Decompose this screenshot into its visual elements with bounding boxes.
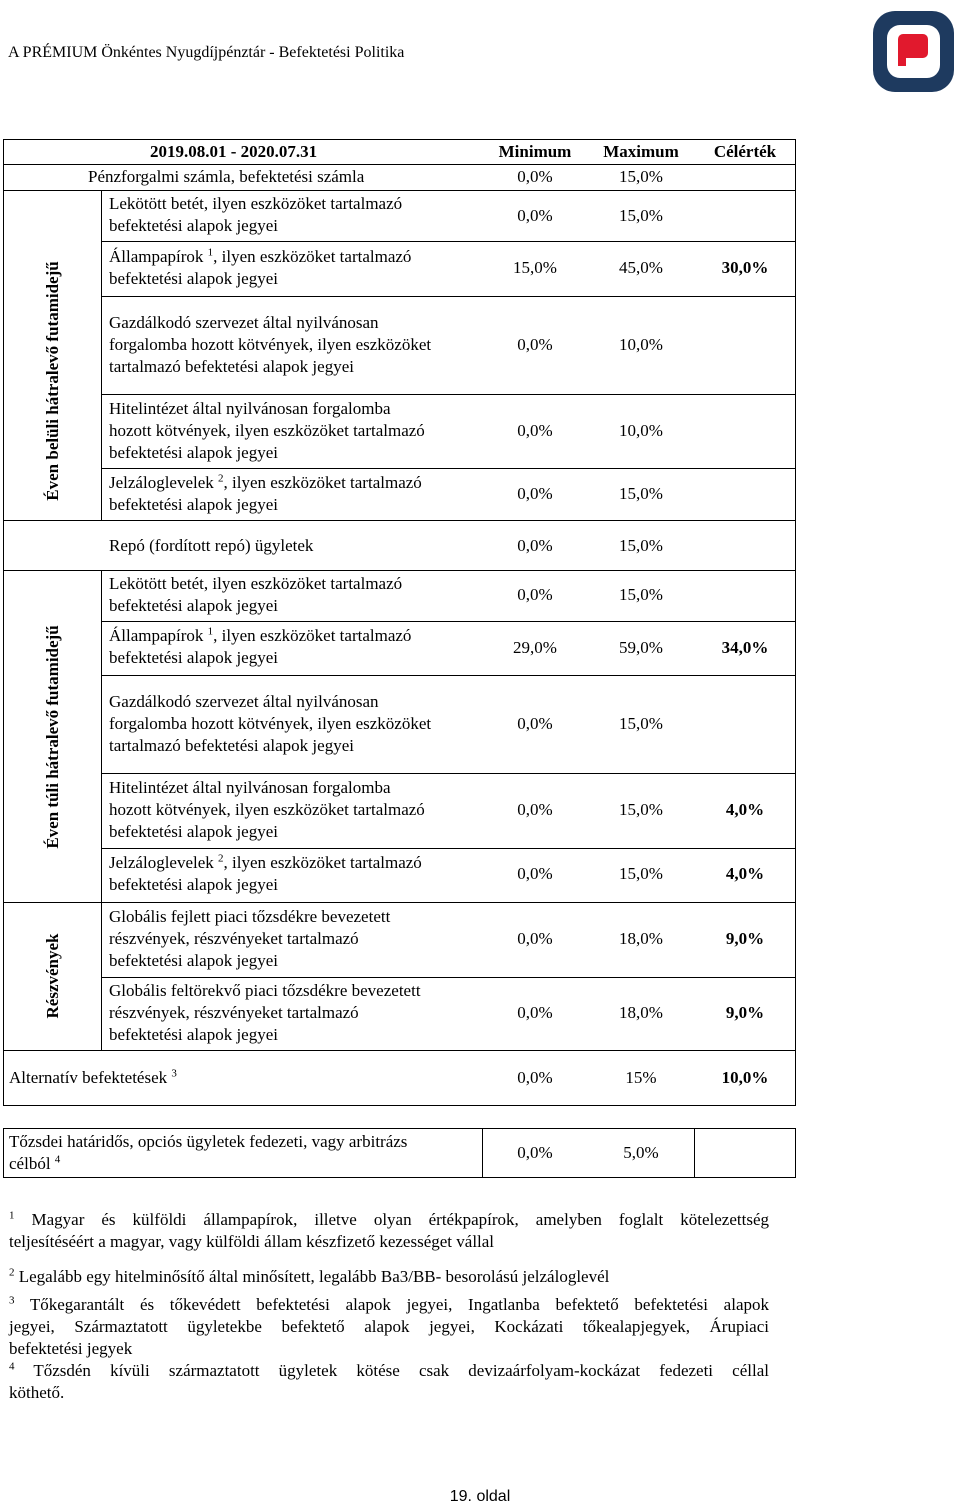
- row-max: 15,0%: [619, 714, 663, 733]
- deriv-max: 5,0%: [623, 1143, 659, 1162]
- row-label-line2: befektetési alapok jegyei: [109, 875, 278, 894]
- row-label-line1: Állampapírok $^1$, ilyen eszközöket tartalmazó: [109, 246, 412, 266]
- group-label-equity: Részvények: [43, 933, 62, 1019]
- table-head-period: 2019.08.01 - 2020.07.31: [150, 142, 318, 161]
- row-max: 15,0%: [619, 800, 663, 819]
- row-min: 0,0%: [517, 800, 553, 819]
- row-label-line2: forgalomba hozott kötvények, ilyen eszközöket: [109, 335, 432, 354]
- row-label-line1: Globális fejlett piaci tőzsdékre bevezetett: [109, 907, 391, 926]
- row-label-line2: befektetési alapok jegyei: [109, 216, 278, 235]
- repo-min: 0,0%: [517, 536, 553, 555]
- row-min: 0,0%: [517, 335, 553, 354]
- row-max: 18,0%: [619, 929, 663, 948]
- footnote-2: $^2$ Legalább egy hitelminősítő által minősített, legalább Ba3/BB- besorolású jelzáloglevél: [9, 1266, 610, 1286]
- row-label-line1: Lekötött betét, ilyen eszközöket tartalmazó: [109, 194, 403, 213]
- row-label-line2: befektetési alapok jegyei: [109, 269, 278, 288]
- table-head-min: Minimum: [498, 142, 572, 161]
- row-label-line1: Hitelintézet által nyilvánosan forgalomba: [109, 399, 391, 418]
- page-number: 19. oldal: [449, 1488, 511, 1505]
- row-label-line3: befektetési alapok jegyei: [109, 443, 278, 462]
- row-min: 0,0%: [517, 864, 553, 883]
- table-head-max: Maximum: [603, 142, 679, 161]
- table-head-target: Célérték: [713, 142, 777, 161]
- deriv-label-line2: célból $^4$: [9, 1153, 61, 1173]
- row-label-line1: Gazdálkodó szervezet által nyilvánosan: [109, 692, 379, 711]
- cash-label: Pénzforgalmi számla, befektetési számla: [88, 167, 365, 186]
- footnote-1-line2: teljesítéséért a magyar, vagy külföldi állam készfizető kezességet vállal: [9, 1232, 495, 1251]
- group-label-long: Éven túli hátralevő futamidejű: [43, 625, 62, 849]
- cash-min: 0,0%: [517, 167, 553, 186]
- row-label-line2: hozott kötvények, ilyen eszközöket tartalmazó: [109, 421, 425, 440]
- row-label-line3: tartalmazó befektetési alapok jegyei: [109, 736, 354, 755]
- footnote-4-line1: $^4$ Tőzsdén kívüli származtatott ügyletek kötése csak devizaárfolyam-kockázat fedezeti céllal: [9, 1360, 769, 1380]
- alt-label: Alternatív befektetések $^3$: [9, 1067, 177, 1087]
- alt-min: 0,0%: [517, 1068, 553, 1087]
- row-max: 10,0%: [619, 421, 663, 440]
- row-max: 15,0%: [619, 484, 663, 503]
- row-max: 18,0%: [619, 1003, 663, 1022]
- row-target: 30,0%: [721, 258, 769, 277]
- row-max: 59,0%: [619, 638, 663, 657]
- footnote-3-line3: befektetési jegyek: [9, 1339, 133, 1358]
- row-min: 29,0%: [513, 638, 557, 657]
- group-label-short: Éven belüli hátralevő futamidejű: [43, 261, 62, 501]
- row-target: 4,0%: [725, 800, 765, 819]
- footnote-3-line2: jegyei, Származtatott ügyletekbe befektető alapok jegyei, Kockázati tőkealapjegyek, Árupiaci: [9, 1317, 769, 1336]
- row-min: 0,0%: [517, 929, 553, 948]
- row-label-line3: tartalmazó befektetési alapok jegyei: [109, 357, 354, 376]
- row-max: 15,0%: [619, 864, 663, 883]
- row-label-line2: befektetési alapok jegyei: [109, 648, 278, 667]
- row-max: 15,0%: [619, 206, 663, 225]
- cash-max: 15,0%: [619, 167, 663, 186]
- row-label-line1: Jelzáloglevelek $^2$, ilyen eszközöket tartalmazó: [109, 852, 422, 872]
- row-label-line2: befektetési alapok jegyei: [109, 596, 278, 615]
- row-label-line1: Lekötött betét, ilyen eszközöket tartalmazó: [109, 574, 403, 593]
- row-min: 0,0%: [517, 484, 553, 503]
- row-min: 0,0%: [517, 585, 553, 604]
- row-label-line3: befektetési alapok jegyei: [109, 951, 278, 970]
- row-label-line2: részvények, részvényeket tartalmazó: [109, 1003, 359, 1022]
- row-target: 4,0%: [725, 864, 765, 883]
- footnote-4-line2: köthető.: [9, 1383, 65, 1402]
- row-min: 0,0%: [517, 714, 553, 733]
- row-max: 15,0%: [619, 585, 663, 604]
- row-min: 0,0%: [517, 206, 553, 225]
- row-label-line2: befektetési alapok jegyei: [109, 495, 278, 514]
- footnote-1-line1: $^1$ Magyar és külföldi állampapírok, illetve olyan értékpapírok, amelyben foglalt kötelezettség: [9, 1209, 769, 1229]
- row-label-line1: Jelzáloglevelek $^2$, ilyen eszközöket tartalmazó: [109, 472, 422, 492]
- row-min: 15,0%: [513, 258, 557, 277]
- alt-target: 10,0%: [721, 1068, 769, 1087]
- repo-label: Repó (fordított repó) ügyletek: [109, 536, 314, 555]
- row-max: 10,0%: [619, 335, 663, 354]
- row-label-line2: hozott kötvények, ilyen eszközöket tartalmazó: [109, 800, 425, 819]
- footnote-3-line1: $^3$ Tőkegarantált és tőkevédett befektetési alapok jegyei, Ingatlanba befektető befektetési alapok: [9, 1294, 769, 1314]
- row-min: 0,0%: [517, 1003, 553, 1022]
- row-max: 45,0%: [619, 258, 663, 277]
- row-label-line3: befektetési alapok jegyei: [109, 1025, 278, 1044]
- row-label-line1: Hitelintézet által nyilvánosan forgalomba: [109, 778, 391, 797]
- row-label-line1: Állampapírok $^1$, ilyen eszközöket tartalmazó: [109, 625, 412, 645]
- deriv-label-line1: Tőzsdei határidős, opciós ügyletek fedezeti, vagy arbitrázs: [9, 1132, 408, 1151]
- document-header-title: A PRÉMIUM Önkéntes Nyugdíjpénztár - Befektetési Politika: [8, 44, 405, 61]
- row-target: 9,0%: [725, 929, 765, 948]
- deriv-min: 0,0%: [517, 1143, 553, 1162]
- repo-max: 15,0%: [619, 536, 663, 555]
- row-label-line2: részvények, részvényeket tartalmazó: [109, 929, 359, 948]
- row-label-line1: Gazdálkodó szervezet által nyilvánosan: [109, 313, 379, 332]
- row-target: 34,0%: [721, 638, 769, 657]
- row-label-line3: befektetési alapok jegyei: [109, 822, 278, 841]
- alt-max: 15%: [625, 1068, 657, 1087]
- row-label-line2: forgalomba hozott kötvények, ilyen eszközöket: [109, 714, 432, 733]
- row-min: 0,0%: [517, 421, 553, 440]
- row-label-line1: Globális feltörekvő piaci tőzsdékre bevezetett: [109, 981, 421, 1000]
- row-target: 9,0%: [725, 1003, 765, 1022]
